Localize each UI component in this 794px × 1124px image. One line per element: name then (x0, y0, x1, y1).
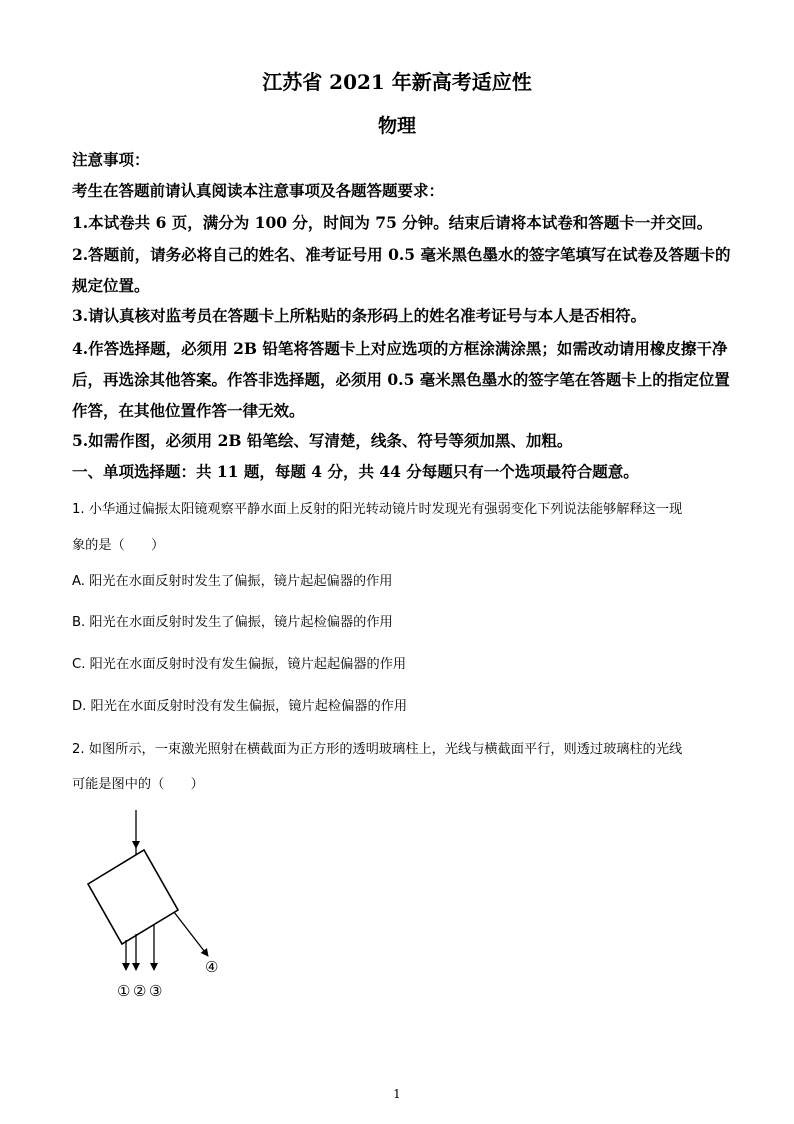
notice-item-5: 5.如需作图，必须用 2B 铅笔绘、写清楚，线条、符号等须加黑、加粗。 (72, 431, 573, 450)
page-number: 1 (393, 1087, 401, 1101)
ray-4 (174, 912, 208, 956)
notice-item-4: 4.作答选择题，必须用 2B 铅笔将答题卡上对应选项的方框涂满涂黑；如需改动请用橡皮擦干净后，再选涂其他答案。作答非选择题，必须用 0.5 毫米黑色墨水的签字笔在答题卡上的指定位置作答，在其他位置作答一律无效。 (72, 339, 730, 420)
q2-stem-line-2: 可能是图中的（ ） (72, 777, 204, 792)
q1-option-c: C. 阳光在水面反射时没有发生偏振，镜片起起偏器的作用 (72, 657, 407, 672)
q2-stem-line-1: 2. 如图所示，一束激光照射在横截面为正方形的透明玻璃柱上，光线与横截面平行，则透过玻璃柱的光线 (72, 742, 683, 757)
exam-subject: 物理 (377, 115, 416, 137)
notice-item-1: 1.本试卷共 6 页，满分为 100 分，时间为 75 分钟。结束后请将本试卷和答题卡一并交回。 (72, 213, 713, 232)
label-3: ③ (149, 982, 163, 1000)
label-2: ② (133, 982, 147, 1000)
label-4: ④ (205, 958, 219, 976)
q1-stem-line-2: 象的是（ ） (72, 538, 165, 553)
q1-option-a: A. 阳光在水面反射时发生了偏振，镜片起起偏器的作用 (72, 574, 393, 589)
q1-option-d: D. 阳光在水面反射时没有发生偏振，镜片起检偏器的作用 (72, 699, 408, 714)
notice-intro: 考生在答题前请认真阅读本注意事项及各题答题要求： (72, 181, 445, 200)
section-heading: 一、单项选择题：共 11 题，每题 4 分，共 44 分每题只有一个选项最符合题意。 (72, 462, 639, 481)
notice-heading: 注意事项： (72, 150, 150, 169)
notice-item-2: 2.答题前，请务必将自己的姓名、准考证号用 0.5 毫米黑色墨水的签字笔填写在试卷及答题卡的规定位置。 (72, 245, 731, 295)
glass-square (88, 850, 178, 944)
notice-item-3: 3.请认真核对监考员在答题卡上所粘贴的条形码上的姓名准考证号与本人是否相符。 (72, 306, 647, 325)
exam-title: 江苏省 2021 年新高考适应性 (262, 70, 532, 94)
q1-stem-line-1: 1. 小华通过偏振太阳镜观察平静水面上反射的阳光转动镜片时发现光有强弱变化下列说法能够解释这一现 (72, 502, 683, 517)
label-1: ① (117, 982, 131, 1000)
q2-figure (70, 800, 250, 1010)
q1-option-b: B. 阳光在水面反射时发生了偏振，镜片起检偏器的作用 (72, 615, 393, 630)
